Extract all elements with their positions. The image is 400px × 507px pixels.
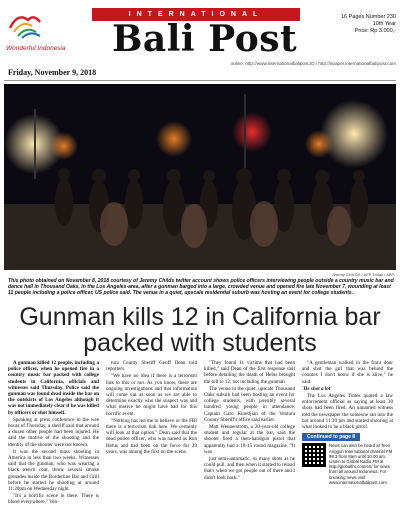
page-count: 16 Pages Number 230 <box>340 14 396 20</box>
online-links[interactable]: online: http://www.internationalbalipost.ID / http://epaper.internationalbalipost.com <box>230 61 396 66</box>
qr-code-icon <box>302 443 326 467</box>
wonderful-indonesia-logo <box>4 10 82 54</box>
paragraph: "We have no idea if there is a terrorism link to this or not. As you know, these are ongoing investigations and that information will come out as soon as we are able to determine exactly who the suspect was and what motive he might have had for this horrific event. <box>106 373 197 417</box>
price: Price: Rp 3.000,- <box>354 28 396 34</box>
masthead <box>0 0 400 88</box>
edition-info <box>341 14 396 35</box>
paragraph: The venue in the quiet, upscale Thousand Oaks suburb had been hosting an event for college students, with possibly several hundred young people in attendance, Captain Garo Kuredjian of the Ventura County Sheriff's office said earlier. <box>204 385 295 423</box>
issue-date: Friday, November 9, 2018 <box>8 68 97 77</box>
article-lead: A gunman killed 12 people, including a police officer, when he opened fire in a country music bar packed with college students in California, officials and witnesses said Thursday. Police said the gunman was found dead inside the bar on the outskirts of Los Angeles although it was not immediately clear if he was killed by officers or shot himself. <box>8 360 99 416</box>
article-column-1 <box>8 360 99 507</box>
continued-link[interactable]: Continued to page 8 <box>302 433 360 441</box>
international-banner: INTERNATIONAL <box>92 8 300 21</box>
paragraph: tura County Sheriff Geoff Dean told reporters. <box>106 360 197 373</box>
divider <box>4 80 396 81</box>
paragraph: "Nothing has led me to believe or the FBI there is a terrorism link here. We certainly will look at that option." Dean said that the dead police officer, who was named as Ron Helus and had been on the force for 29 years, was among the first on the scene. <box>106 417 197 455</box>
photo-caption: This photo obtained on November 8, 2018 courtesy of Jeremy Childs twitter account shows police officers interviewing people outside a country music bar and dance hall in Thousand Oaks, in the Los Angeles-area, after a gunman barged into a large, crowded venue and opened fire late November 7, wounding at least 11 people including a police officer, US police said. The venue in a quiet, upscale residential suburb was hosting an event for college students. <box>8 278 394 297</box>
photo-credit: Jeremy CHILDS / AFP Today / AFP <box>331 272 394 277</box>
paragraph: "They found 11 victims that had been killed," said Dean of the first response unit before detailing the death of Helus brought the toll to 12, not including the gunman. <box>204 360 295 385</box>
radio-promo <box>302 443 393 485</box>
paragraph: "It's a horrific scene in there. There is blood everywhere," Ven- <box>8 493 99 506</box>
paragraph: "A gentleman walked in the front door and shot the girl that was behind the counter. I don't know if she is alive," he said. <box>302 360 393 385</box>
article-column-3 <box>204 360 295 482</box>
paragraph: The Los Angeles Times quoted a law enforcement official as saying at least 30 shots had been fired. An unnamed witness told the newspaper the someone ran into the bar around 11:30 pm and started shooting at what looked to be a black pistol. <box>302 393 393 431</box>
paragraph: just semi-automatic, so many shots as he could pull, and then when it started to reload that's when we got people out of there and I didn't look back." <box>204 456 295 481</box>
newspaper-title: Bali Post <box>112 18 298 60</box>
headline: Gunman kills 12 in California bar packed with students <box>19 303 381 357</box>
article-body <box>8 360 394 506</box>
article-column-4 <box>302 360 393 485</box>
year: 10th Year <box>372 21 396 27</box>
logo-text: Wonderful Indonesia <box>6 45 66 52</box>
subheading: 'He shot a lot' <box>302 385 332 392</box>
promo-text: News can also be heard at Teen Anggun International channel FM 98.3 from 8am until 10.00 am. Listen to Global Radio FM at http://globalfm.com/en/ for news from all around Indonesia. For breaking news visit www.internationalbalipost.com <box>329 443 393 485</box>
paragraph: It was the second mass shooting in America in less than two weeks. Witnesses said that the gunman, who was wearing a black trench coat, threw several smoke grenades inside the Borderline Bar and Grill before he started he shooting at around 11:20pm on Wednesday night. <box>8 448 99 493</box>
news-photo <box>4 84 396 270</box>
paragraph: Speaking at press conference in the wee hours of Thursday, a sheriff said that around a dozen other people had been injured. He said the motive of the shooting and the identity of the shooter were not known. <box>8 416 99 448</box>
paragraph: Matt Wennerstrom, a 20-year-old college student and regular at the bar, said the shooter fired a then-handgun pistol that apparently had a 10-15 round magazine. "It was <box>204 424 295 455</box>
article-column-2 <box>106 360 197 456</box>
